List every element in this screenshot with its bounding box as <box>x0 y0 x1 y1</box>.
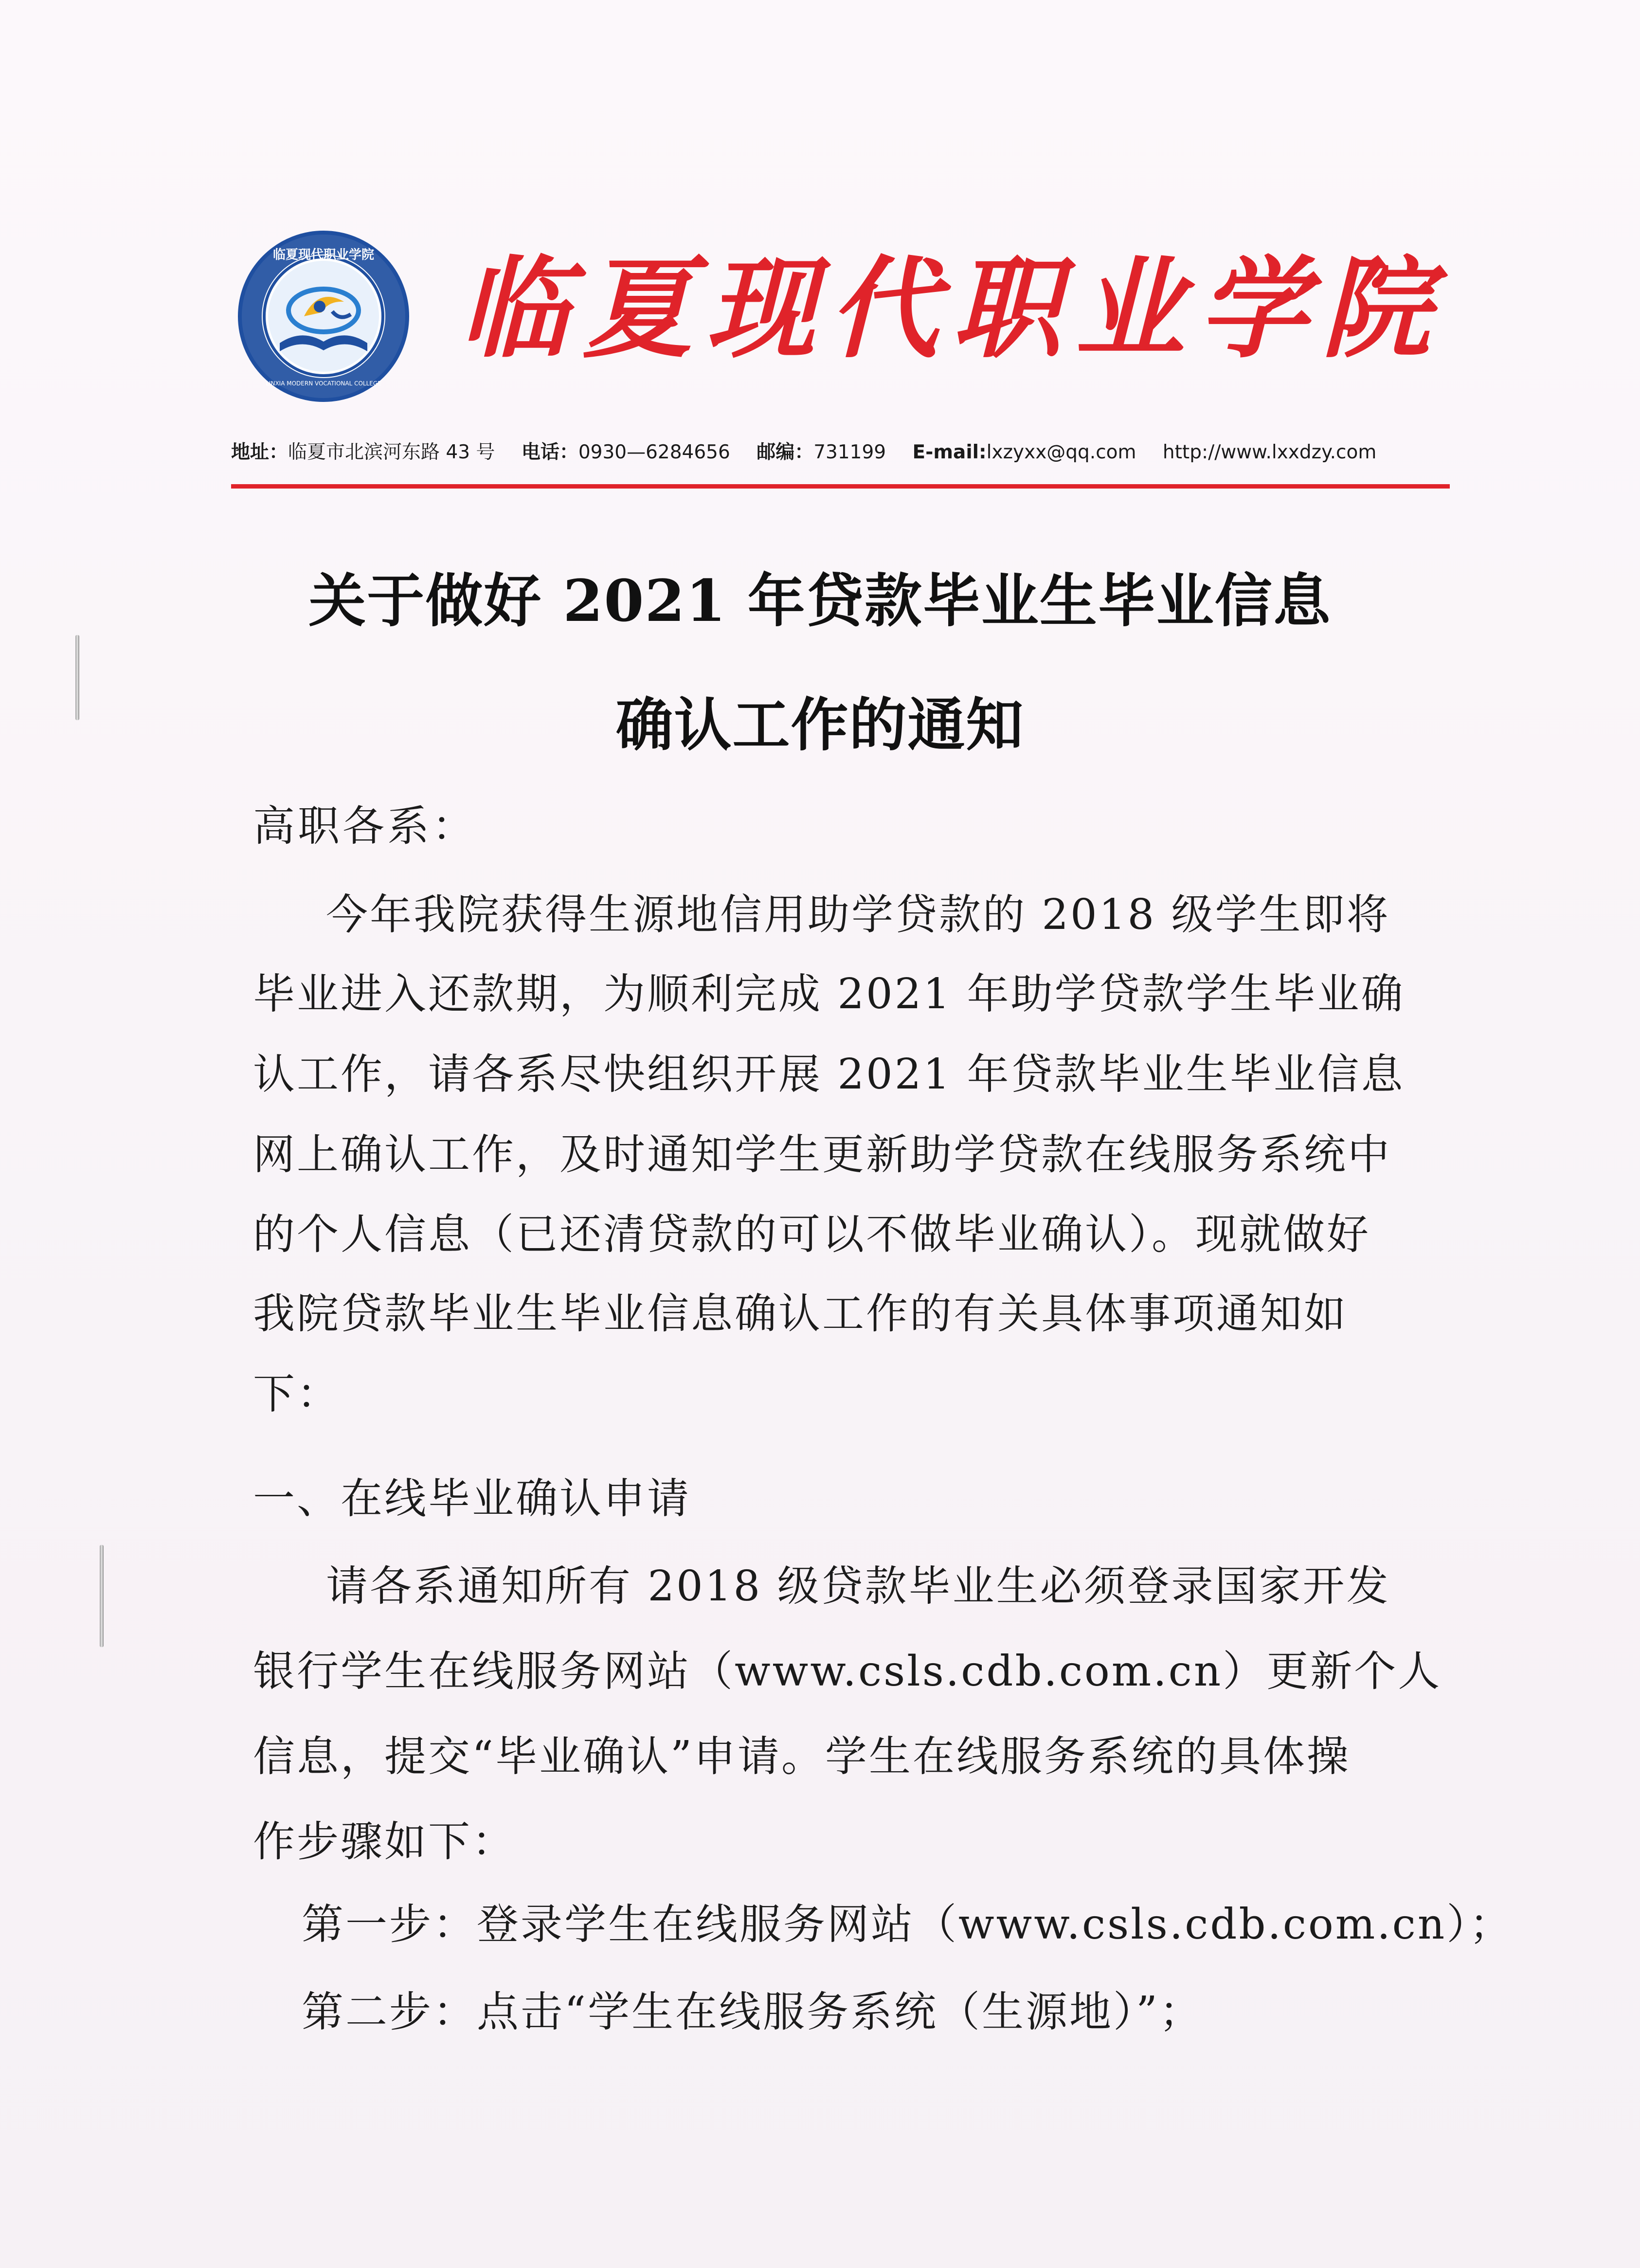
step-line: 第二步：点击“学生在线服务系统（生源地）”； <box>302 1988 1203 2036</box>
body-line: 请各系通知所有 2018 级贷款毕业生必须登录国家开发 <box>326 1562 1390 1611</box>
postcode-value: 731199 <box>813 441 886 463</box>
body-line: 的个人信息（已还清贷款的可以不做毕业确认）。现就做好 <box>253 1210 1370 1259</box>
website-value: http://www.lxxdzy.com <box>1162 441 1377 463</box>
email-label: E-mail: <box>912 441 987 463</box>
step-line: 第一步：登录学生在线服务网站（www.csls.cdb.com.cn）； <box>302 1900 1514 1949</box>
staple-mark <box>100 1545 104 1647</box>
phone-value: 0930—6284656 <box>578 441 730 463</box>
postcode-label: 邮编： <box>757 441 814 463</box>
body-line: 银行学生在线服务网站（www.csls.cdb.com.cn）更新个人 <box>253 1647 1442 1696</box>
address-value: 临夏市北滨河东路 43 号 <box>288 441 495 463</box>
college-logo <box>236 229 411 404</box>
letterhead-divider <box>231 484 1450 489</box>
document-title-line-1: 关于做好 2021 年贷款毕业生毕业信息 <box>308 567 1332 635</box>
school-name: 临夏现代职业学院 <box>460 245 1444 373</box>
body-line: 下： <box>253 1370 341 1418</box>
body-line: 作步骤如下： <box>253 1817 516 1866</box>
body-line: 毕业进入还款期，为顺利完成 2021 年助学贷款学生毕业确 <box>253 970 1405 1018</box>
contact-line <box>231 435 1433 470</box>
address-label: 地址： <box>231 441 288 463</box>
svg-text:临夏现代职业学院: 临夏现代职业学院 <box>272 248 375 262</box>
body-line: 我院贷款毕业生毕业信息确认工作的有关具体事项通知如 <box>253 1289 1348 1338</box>
svg-text:LINXIA MODERN VOCATIONAL COLLE: LINXIA MODERN VOCATIONAL COLLEGE <box>266 380 381 387</box>
section-heading: 一、在线毕业确认申请 <box>253 1474 691 1523</box>
body-line: 认工作，请各系尽快组织开展 2021 年贷款毕业生毕业信息 <box>253 1050 1405 1099</box>
phone-label: 电话： <box>521 441 578 463</box>
body-line: 今年我院获得生源地信用助学贷款的 2018 级学生即将 <box>326 890 1390 939</box>
body-line: 信息，提交“毕业确认”申请。学生在线服务系统的具体操 <box>253 1732 1351 1781</box>
email-value: lxzyxx@qq.com <box>986 441 1136 463</box>
document-title-line-2: 确认工作的通知 <box>615 691 1025 759</box>
salutation: 高职各系： <box>253 802 477 851</box>
body-line: 网上确认工作，及时通知学生更新助学贷款在线服务系统中 <box>253 1130 1391 1179</box>
